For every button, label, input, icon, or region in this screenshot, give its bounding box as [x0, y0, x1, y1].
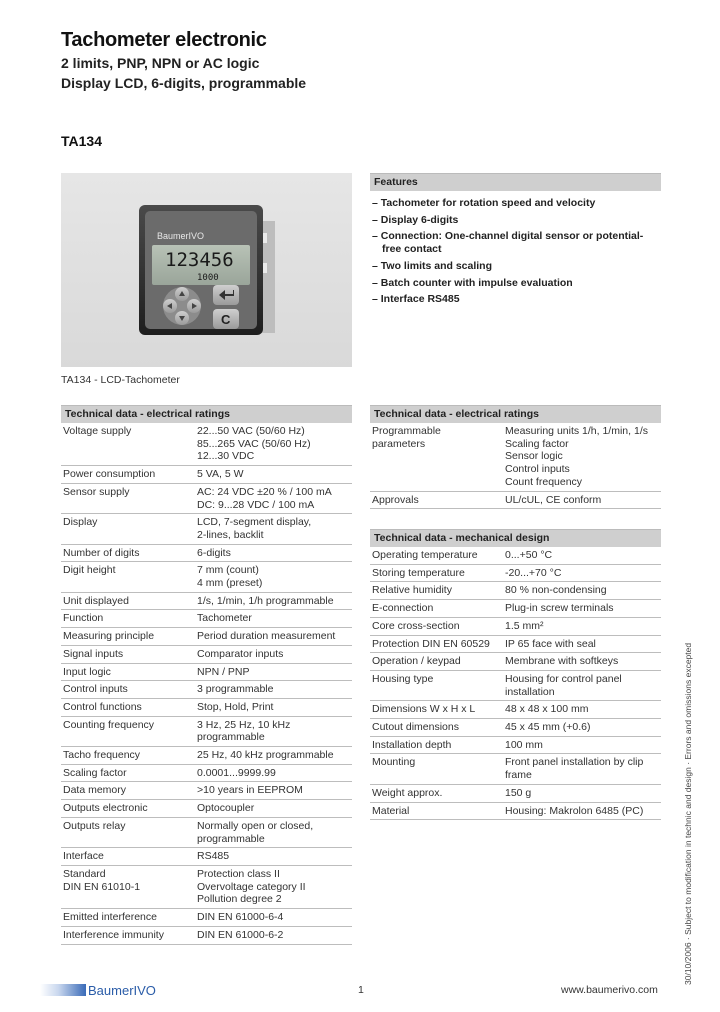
spec-row: [370, 719, 661, 737]
spec-label: Sensor supply: [63, 485, 130, 498]
feature-item: – Connection: One-channel digital sensor or potential-free contact: [372, 230, 644, 256]
spec-row: [370, 671, 661, 701]
product-photo: [61, 173, 352, 367]
spec-value: 48 x 48 x 100 mm: [505, 703, 589, 716]
electrical-ratings-table: [61, 405, 352, 945]
spec-row: [370, 803, 661, 821]
spec-row: [61, 866, 352, 909]
page-subtitle-1: 2 limits, PNP, NPN or AC logic: [61, 55, 260, 71]
spec-value: 3 Hz, 25 Hz, 10 kHz programmable: [197, 718, 291, 744]
spec-row: [61, 747, 352, 765]
spec-label: Standard DIN EN 61010-1: [63, 867, 141, 893]
spec-label: Signal inputs: [63, 647, 124, 660]
spec-value: 1.5 mm²: [505, 619, 544, 632]
spec-value: Normally open or closed, programmable: [197, 819, 314, 845]
spec-value: 3 programmable: [197, 683, 274, 696]
spec-label: Emitted interference: [63, 911, 157, 924]
spec-value: NPN / PNP: [197, 665, 250, 678]
spec-value: Membrane with softkeys: [505, 655, 619, 668]
spec-label: Interface: [63, 850, 104, 863]
spec-label: Digit height: [63, 564, 116, 577]
electrical-ratings-heading: Technical data - electrical ratings: [61, 405, 352, 423]
spec-label: Outputs relay: [63, 819, 126, 832]
spec-row: [370, 492, 661, 510]
spec-row: [61, 628, 352, 646]
spec-row: [61, 765, 352, 783]
page-subtitle-2: Display LCD, 6-digits, programmable: [61, 75, 307, 91]
spec-value: 22...50 VAC (50/60 Hz) 85...265 VAC (50/60 Hz) 12...30 VDC: [197, 425, 311, 463]
spec-label: Display: [63, 516, 98, 529]
spec-row: [61, 423, 352, 466]
spec-value: Housing: Makrolon 6485 (PC): [505, 804, 644, 817]
feature-item: – Interface RS485: [372, 293, 460, 306]
spec-label: Approvals: [372, 493, 419, 506]
features-list: [370, 197, 661, 306]
spec-label: Power consumption: [63, 468, 156, 481]
spec-row: [61, 782, 352, 800]
spec-label: Unit displayed: [63, 594, 129, 607]
spec-label: Number of digits: [63, 546, 140, 559]
mechanical-design-table: [370, 529, 661, 820]
page-number: 1: [358, 984, 364, 996]
spec-label: Counting frequency: [63, 718, 155, 731]
spec-row: [61, 909, 352, 927]
spec-value: Tachometer: [197, 612, 252, 625]
spec-row: [61, 545, 352, 563]
spec-value: 45 x 45 mm (+0.6): [505, 721, 591, 734]
spec-value: Housing for control panel installation: [505, 672, 622, 698]
spec-row: [61, 818, 352, 848]
spec-value: DIN EN 61000-6-2: [197, 928, 284, 941]
spec-value: Plug-in screw terminals: [505, 602, 614, 615]
spec-label: Operating temperature: [372, 549, 478, 561]
spec-label: Storing temperature: [372, 566, 465, 579]
spec-row: [370, 785, 661, 803]
spec-value: 1/s, 1/min, 1/h programmable: [197, 594, 334, 607]
spec-value: Measuring units 1/h, 1/min, 1/s Scaling factor Sensor logic Control inputs Count frequency: [505, 425, 648, 488]
mechanical-design-heading: Technical data - mechanical design: [370, 529, 661, 547]
spec-label: Control functions: [63, 700, 142, 713]
brand-bar-graphic: [40, 984, 86, 996]
directional-keypad: [163, 287, 201, 325]
spec-label: Voltage supply: [63, 425, 132, 437]
page-title: Tachometer electronic: [61, 29, 267, 51]
spec-label: Scaling factor: [63, 766, 127, 779]
spec-row: [61, 681, 352, 699]
spec-row: [61, 562, 352, 592]
electrical-ratings-table-continued: [370, 405, 661, 509]
spec-value: 150 g: [505, 786, 532, 799]
spec-row: [61, 466, 352, 484]
spec-row: [61, 927, 352, 945]
spec-value: Optocoupler: [197, 802, 255, 815]
spec-row: [61, 800, 352, 818]
spec-row: [61, 717, 352, 747]
spec-label: Mounting: [372, 756, 416, 769]
features-heading: Features: [370, 173, 661, 191]
lcd-main-value: 123456: [165, 249, 234, 271]
feature-item: – Display 6-digits: [372, 213, 459, 226]
spec-label: Tacho frequency: [63, 749, 141, 762]
spec-label: Function: [63, 612, 104, 625]
spec-value: >10 years in EEPROM: [197, 784, 303, 797]
spec-label: Dimensions W x H x L: [372, 703, 476, 716]
spec-label: E-connection: [372, 602, 434, 615]
electrical-ratings-heading-continued: Technical data - electrical ratings: [370, 405, 661, 423]
spec-value: 25 Hz, 40 kHz programmable: [197, 749, 334, 762]
model-number: TA134: [61, 133, 102, 149]
spec-value: LCD, 7-segment display, 2-lines, backlit: [197, 516, 312, 541]
spec-value: IP 65 face with seal: [505, 637, 596, 650]
spec-row: [370, 582, 661, 600]
spec-row: [370, 737, 661, 755]
spec-row: [370, 701, 661, 719]
spec-row: [370, 754, 661, 784]
device-brand: BaumerIVO: [157, 231, 205, 241]
spec-row: [61, 514, 352, 544]
spec-row: [61, 699, 352, 717]
spec-label: Relative humidity: [372, 584, 452, 597]
clear-key-label: C: [221, 312, 231, 327]
spec-label: Housing type: [372, 672, 434, 685]
feature-item: – Tachometer for rotation speed and velocity: [372, 197, 596, 209]
spec-label: Core cross-section: [372, 619, 460, 632]
spec-row: [61, 664, 352, 682]
spec-value: 0.0001...9999.99: [197, 766, 276, 779]
spec-value: Comparator inputs: [197, 647, 284, 660]
spec-row: [61, 646, 352, 664]
footer-url[interactable]: www.baumerivo.com: [561, 984, 658, 996]
lcd-preset-value: 1000: [197, 273, 219, 283]
spec-value: Stop, Hold, Print: [197, 700, 274, 713]
spec-label: Material: [372, 804, 410, 817]
spec-label: Interference immunity: [63, 928, 164, 941]
spec-value: Front panel installation by clip frame: [505, 756, 644, 782]
side-disclaimer: 30/10/2006 · Subject to modification in technic and design · Errors and omissions excepted: [683, 642, 693, 985]
spec-label: Input logic: [63, 665, 111, 678]
spec-value: Period duration measurement: [197, 630, 336, 643]
spec-value: 0...+50 °C: [505, 549, 553, 561]
footer-brand: BaumerIVO: [88, 983, 156, 998]
spec-row: [370, 618, 661, 636]
spec-value: 100 mm: [505, 738, 543, 751]
spec-label: Outputs electronic: [63, 802, 148, 815]
spec-value: RS485: [197, 850, 230, 863]
spec-row: [61, 848, 352, 866]
spec-row: [61, 610, 352, 628]
spec-value: -20...+70 °C: [505, 566, 562, 579]
spec-label: Programmable parameters: [372, 425, 441, 450]
spec-label: Installation depth: [372, 738, 452, 751]
spec-row: [370, 423, 661, 492]
spec-value: DIN EN 61000-6-4: [197, 911, 284, 924]
spec-value: 5 VA, 5 W: [197, 468, 244, 481]
spec-row: [61, 484, 352, 514]
spec-label: Cutout dimensions: [372, 721, 459, 734]
spec-label: Measuring principle: [63, 630, 155, 643]
spec-row: [370, 653, 661, 671]
spec-value: 6-digits: [197, 546, 231, 559]
spec-value: UL/cUL, CE conform: [505, 493, 602, 506]
spec-row: [61, 593, 352, 611]
features-section: [370, 173, 661, 310]
photo-caption: TA134 - LCD-Tachometer: [61, 374, 180, 386]
spec-row: [370, 600, 661, 618]
spec-row: [370, 547, 661, 565]
spec-value: Protection class II Overvoltage category II Pollution degree 2: [197, 867, 306, 906]
spec-value: AC: 24 VDC ±20 % / 100 mA DC: 9...28 VDC / 100 mA: [197, 485, 332, 511]
spec-label: Weight approx.: [372, 786, 443, 799]
spec-row: [370, 565, 661, 583]
spec-label: Protection DIN EN 60529: [372, 637, 490, 650]
feature-item: – Batch counter with impulse evaluation: [372, 276, 573, 289]
spec-label: Control inputs: [63, 683, 128, 696]
device-illustration: [61, 173, 352, 367]
spec-label: Operation / keypad: [372, 655, 461, 668]
spec-label: Data memory: [63, 784, 127, 797]
feature-item: – Two limits and scaling: [372, 259, 493, 272]
spec-row: [370, 636, 661, 654]
spec-value: 7 mm (count) 4 mm (preset): [197, 564, 263, 590]
spec-value: 80 % non-condensing: [505, 584, 607, 597]
